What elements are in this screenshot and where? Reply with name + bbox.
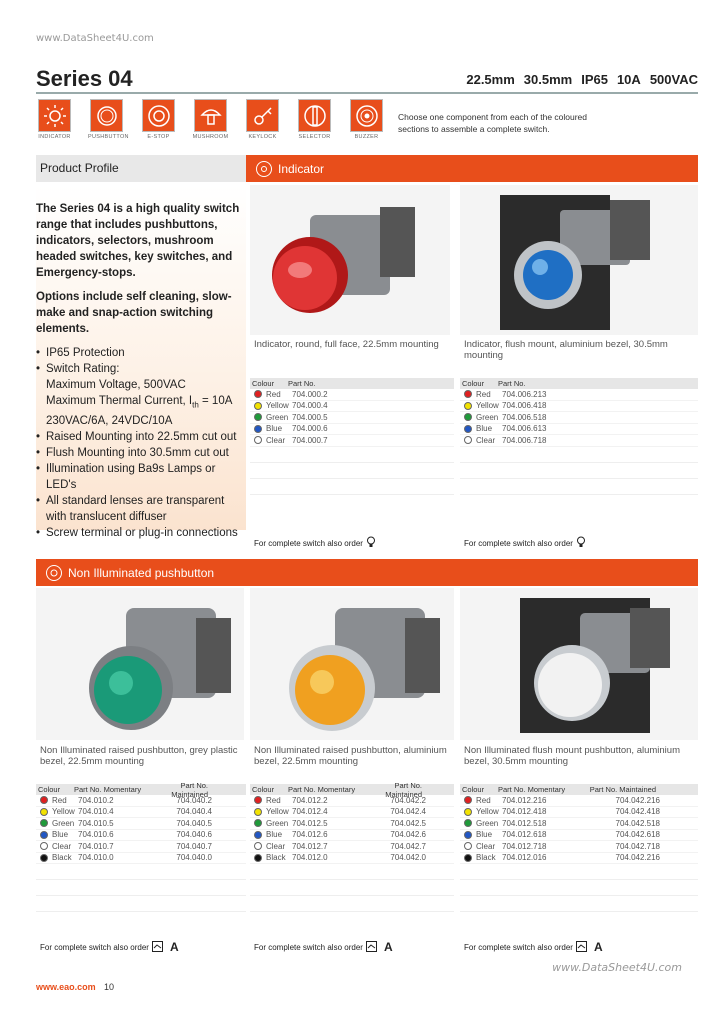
bulb-icon (366, 536, 376, 550)
table-spacer (250, 447, 454, 463)
feature-item: • Raised Mounting into 22.5mm cut out (36, 429, 246, 445)
order-letter: A (383, 940, 393, 954)
part-number-momentary: 704.012.0 (292, 853, 328, 863)
part-number-momentary: 704.010.4 (78, 807, 114, 817)
pushbutton-section-bar (36, 559, 698, 586)
spec-list (466, 72, 698, 87)
profile-body (36, 201, 246, 541)
part-number-maintained: 704.042.216 (615, 795, 660, 805)
spec-item: 10A (616, 72, 641, 87)
order-note (464, 536, 586, 550)
part-number-momentary: 704.006.518 (502, 412, 547, 422)
table-row (460, 853, 698, 865)
part-table (460, 378, 698, 495)
colour-name: Clear (266, 435, 286, 445)
table-row (460, 807, 698, 819)
part-number-maintained: 704.042.7 (390, 841, 426, 851)
table-row (460, 818, 698, 830)
watermark-bottom[interactable]: www.DataSheet4U.com (552, 961, 682, 974)
column-header: Part No. Momentary (288, 785, 356, 794)
table-row (250, 795, 454, 807)
colour-swatch (254, 402, 262, 410)
part-number-maintained: 704.040.0 (176, 853, 212, 863)
order-text: For complete switch also order (40, 942, 149, 952)
table-spacer (460, 864, 698, 880)
part-number-momentary: 704.000.7 (292, 435, 328, 445)
rating-line: Maximum Thermal Current, I (46, 395, 193, 407)
part-number-momentary: 704.012.718 (502, 841, 547, 851)
part-number-maintained: 704.042.6 (390, 830, 426, 840)
colour-swatch (464, 842, 472, 850)
table-row (36, 795, 246, 807)
table-spacer (250, 896, 454, 912)
colour-swatch (254, 390, 262, 398)
rating-line: = 10A (202, 395, 233, 407)
category-buzzer[interactable] (348, 99, 385, 140)
colour-name: Green (476, 412, 499, 422)
bulb-icon (576, 536, 586, 550)
category-indicator[interactable] (36, 99, 73, 140)
table-spacer (250, 463, 454, 479)
table-row (460, 401, 698, 413)
colour-name: Black (476, 853, 496, 863)
column-header: Colour (252, 379, 275, 388)
table-row (250, 435, 454, 447)
table-spacer (460, 463, 698, 479)
colour-swatch (254, 854, 262, 862)
table-spacer (250, 864, 454, 880)
rating-sub: th (192, 400, 199, 410)
colour-swatch (254, 796, 262, 804)
colour-name: Yellow (266, 807, 289, 817)
part-number-momentary: 704.006.213 (502, 389, 547, 399)
part-number-momentary: 704.000.4 (292, 401, 328, 411)
colour-name: Blue (476, 424, 493, 434)
watermark-top[interactable]: www.DataSheet4U.com (36, 33, 154, 44)
order-text: For complete switch also order (464, 538, 573, 548)
product-photo (250, 185, 450, 335)
product-photo (460, 185, 698, 335)
colour-name: Blue (266, 424, 283, 434)
table-row (460, 841, 698, 853)
intro-text: Choose one component from each of the coloured sections to assemble a complete switch. (398, 112, 588, 134)
colour-name: Red (266, 389, 281, 399)
table-row (36, 818, 246, 830)
table-row (36, 807, 246, 819)
table-row (36, 841, 246, 853)
part-number-maintained: 704.042.0 (390, 853, 426, 863)
part-number-momentary: 704.010.2 (78, 795, 114, 805)
table-row (250, 424, 454, 436)
table-row (250, 389, 454, 401)
column-header: Part No. Momentary (74, 785, 142, 794)
order-note (254, 536, 376, 550)
part-number-maintained: 704.042.618 (615, 830, 660, 840)
category-estop[interactable] (140, 99, 177, 140)
colour-name: Red (476, 389, 491, 399)
colour-swatch (464, 796, 472, 804)
colour-name: Yellow (52, 807, 75, 817)
table-row (250, 807, 454, 819)
part-number-momentary: 704.000.5 (292, 412, 328, 422)
sun-icon (38, 99, 71, 132)
part-number-momentary: 704.010.0 (78, 853, 114, 863)
part-number-momentary: 704.012.418 (502, 807, 547, 817)
colour-name: Green (266, 818, 289, 828)
category-keylock[interactable] (244, 99, 281, 140)
table-header (36, 780, 246, 799)
column-header: Part No. Maintained (385, 780, 422, 799)
part-number-maintained: 704.042.216 (615, 853, 660, 863)
feature-item: • IP65 Protection (36, 345, 246, 361)
profile-paragraph: The Series 04 is a high quality switch range that includes pushbuttons, indicators, selectors, mushroom headed switches, key switches, and Emergency-stops. (36, 203, 240, 279)
circle-icon (90, 99, 123, 132)
colour-name: Yellow (266, 401, 289, 411)
table-row (460, 424, 698, 436)
table-header (460, 378, 698, 389)
footer-link[interactable]: www.eao.com (36, 982, 96, 992)
colour-name: Green (476, 818, 499, 828)
colour-swatch (40, 796, 48, 804)
product-caption: Non Illuminated flush mount pushbutton, aluminium bezel, 30.5mm mounting (464, 745, 680, 767)
part-number-momentary: 704.000.2 (292, 389, 328, 399)
colour-swatch (464, 854, 472, 862)
feature-item (36, 361, 246, 429)
table-header (460, 784, 698, 795)
profile-paragraph: Options include self cleaning, slow-make and snap-action switching elements. (36, 291, 232, 335)
column-header: Part No. Maintained (171, 780, 208, 799)
mushroom-icon (194, 99, 227, 132)
part-number-momentary: 704.010.6 (78, 830, 114, 840)
table-row (36, 830, 246, 842)
selector-icon (298, 99, 331, 132)
table-row (460, 412, 698, 424)
column-header: Colour (462, 785, 485, 794)
part-number-momentary: 704.012.216 (502, 795, 547, 805)
colour-swatch (40, 808, 48, 816)
table-row (460, 389, 698, 401)
part-number-momentary: 704.010.7 (78, 841, 114, 851)
order-note (464, 940, 603, 954)
part-number-momentary: 704.012.5 (292, 818, 328, 828)
table-row (250, 830, 454, 842)
part-number-momentary: 704.010.5 (78, 818, 114, 828)
colour-swatch (40, 819, 48, 827)
page-number: 10 (104, 982, 115, 992)
rating-line: 230VAC/6A, 24VDC/10A (46, 415, 173, 428)
colour-swatch (40, 842, 48, 850)
colour-swatch (464, 413, 472, 421)
table-spacer (36, 864, 246, 880)
part-number-maintained: 704.040.6 (176, 830, 212, 840)
part-number-maintained: 704.042.718 (615, 841, 660, 851)
colour-name: Blue (266, 830, 283, 840)
table-row (36, 853, 246, 865)
colour-swatch (464, 390, 472, 398)
order-text: For complete switch also order (464, 942, 573, 952)
category-mushroom[interactable] (192, 99, 229, 140)
colour-name: Red (266, 795, 281, 805)
table-row (460, 830, 698, 842)
product-caption: Indicator, round, full face, 22.5mm mounting (254, 339, 439, 350)
spec-item: 500VAC (649, 72, 698, 87)
part-table (460, 784, 698, 912)
profile-title: Product Profile (40, 161, 119, 175)
part-number-momentary: 704.012.4 (292, 807, 328, 817)
category-label: SELECTOR (298, 134, 331, 140)
colour-swatch (254, 425, 262, 433)
order-letter: A (593, 940, 603, 954)
circle-icon (46, 565, 62, 581)
table-spacer (460, 880, 698, 896)
table-spacer (460, 896, 698, 912)
page-title: Series 04 (36, 66, 133, 91)
column-header: Colour (252, 785, 275, 794)
colour-name: Red (476, 795, 491, 805)
header-divider (36, 92, 698, 94)
table-row (460, 435, 698, 447)
table-spacer (250, 880, 454, 896)
part-number-maintained: 704.042.418 (615, 807, 660, 817)
feature-item: • All standard lenses are transparent with translucent diffuser (36, 493, 246, 525)
colour-name: Clear (52, 841, 72, 851)
estop-icon (142, 99, 175, 132)
category-label: E-STOP (147, 134, 170, 140)
column-header: Part No. (288, 379, 316, 388)
colour-name: Black (52, 853, 72, 863)
colour-swatch (254, 413, 262, 421)
colour-name: Clear (476, 435, 496, 445)
part-number-momentary: 704.012.016 (502, 853, 547, 863)
part-number-maintained: 704.042.5 (390, 818, 426, 828)
feature-item: • Illumination using Ba9s Lamps or LED's (36, 461, 246, 493)
feature-text: Switch Rating: (46, 363, 120, 375)
table-spacer (36, 880, 246, 896)
part-table (36, 780, 246, 912)
rating-line: Maximum Voltage, 500VAC (46, 379, 186, 391)
colour-name: Blue (52, 830, 69, 840)
colour-swatch (464, 831, 472, 839)
table-spacer (460, 447, 698, 463)
part-number-maintained: 704.040.5 (176, 818, 212, 828)
part-number-maintained: 704.042.518 (615, 818, 660, 828)
spec-item: IP65 (581, 72, 608, 87)
buzzer-icon (350, 99, 383, 132)
category-selector[interactable] (296, 99, 333, 140)
table-spacer (250, 479, 454, 495)
table-spacer (460, 479, 698, 495)
colour-swatch (254, 808, 262, 816)
part-number-maintained: 704.040.2 (176, 795, 212, 805)
colour-swatch (464, 436, 472, 444)
colour-swatch (464, 819, 472, 827)
spec-item: 22.5mm (466, 72, 515, 87)
product-photo (36, 588, 244, 740)
colour-name: Green (266, 412, 289, 422)
colour-swatch (40, 854, 48, 862)
table-row (460, 795, 698, 807)
part-number-maintained: 704.040.4 (176, 807, 212, 817)
order-note (254, 940, 393, 954)
part-number-momentary: 704.000.6 (292, 424, 328, 434)
colour-swatch (254, 436, 262, 444)
order-text: For complete switch also order (254, 538, 363, 548)
table-row (250, 853, 454, 865)
part-number-momentary: 704.012.618 (502, 830, 547, 840)
product-caption: Non Illuminated raised pushbutton, aluminium bezel, 22.5mm mounting (254, 745, 447, 767)
colour-name: Red (52, 795, 67, 805)
category-label: KEYLOCK (248, 134, 277, 140)
part-number-momentary: 704.012.6 (292, 830, 328, 840)
colour-swatch (464, 425, 472, 433)
column-header: Part No. Momentary (498, 785, 566, 794)
category-label: BUZZER (354, 134, 379, 140)
column-header: Colour (462, 379, 485, 388)
table-row (250, 412, 454, 424)
contact-block-icon (576, 941, 587, 954)
part-table (250, 378, 454, 495)
key-icon (246, 99, 279, 132)
category-label: INDICATOR (38, 134, 71, 140)
part-number-momentary: 704.012.2 (292, 795, 328, 805)
indicator-section-bar (246, 155, 698, 182)
part-number-maintained: 704.042.4 (390, 807, 426, 817)
column-header: Part No. Maintained (589, 785, 656, 794)
category-pushbutton[interactable] (88, 99, 129, 140)
category-label: PUSHBUTTON (88, 134, 129, 140)
table-row (250, 818, 454, 830)
column-header: Part No. (498, 379, 526, 388)
order-text: For complete switch also order (254, 942, 363, 952)
colour-name: Clear (266, 841, 286, 851)
section-title: Non Illuminated pushbutton (68, 565, 215, 580)
colour-name: Green (52, 818, 75, 828)
colour-swatch (254, 831, 262, 839)
table-row (250, 401, 454, 413)
order-letter: A (169, 940, 179, 954)
table-spacer (36, 896, 246, 912)
colour-swatch (254, 819, 262, 827)
table-row (250, 841, 454, 853)
table-header (250, 378, 454, 389)
product-caption: Non Illuminated raised pushbutton, grey plastic bezel, 22.5mm mounting (40, 745, 238, 767)
feature-item: • Screw terminal or plug-in connections (36, 525, 246, 541)
part-number-momentary: 704.006.613 (502, 424, 547, 434)
colour-swatch (40, 831, 48, 839)
category-label: MUSHROOM (192, 134, 229, 140)
part-number-momentary: 704.006.718 (502, 435, 547, 445)
colour-name: Yellow (476, 401, 499, 411)
part-number-maintained: 704.040.7 (176, 841, 212, 851)
column-header: Colour (38, 785, 61, 794)
colour-name: Clear (476, 841, 496, 851)
colour-name: Black (266, 853, 286, 863)
colour-name: Blue (476, 830, 493, 840)
order-note (40, 940, 179, 954)
section-title: Indicator (278, 161, 325, 176)
product-caption: Indicator, flush mount, aluminium bezel, 30.5mm mounting (464, 339, 668, 361)
contact-block-icon (366, 941, 377, 954)
part-number-momentary: 704.006.418 (502, 401, 547, 411)
feature-list (36, 345, 246, 541)
feature-item: • Flush Mounting into 30.5mm cut out (36, 445, 246, 461)
part-number-momentary: 704.012.518 (502, 818, 547, 828)
sun-icon (256, 161, 272, 177)
table-header (250, 780, 454, 799)
part-table (250, 780, 454, 912)
contact-block-icon (152, 941, 163, 954)
colour-name: Yellow (476, 807, 499, 817)
colour-swatch (464, 808, 472, 816)
product-photo (460, 588, 698, 740)
colour-swatch (464, 402, 472, 410)
part-number-momentary: 704.012.7 (292, 841, 328, 851)
spec-item: 30.5mm (523, 72, 573, 87)
product-photo (250, 588, 454, 740)
part-number-maintained: 704.042.2 (390, 795, 426, 805)
colour-swatch (254, 842, 262, 850)
